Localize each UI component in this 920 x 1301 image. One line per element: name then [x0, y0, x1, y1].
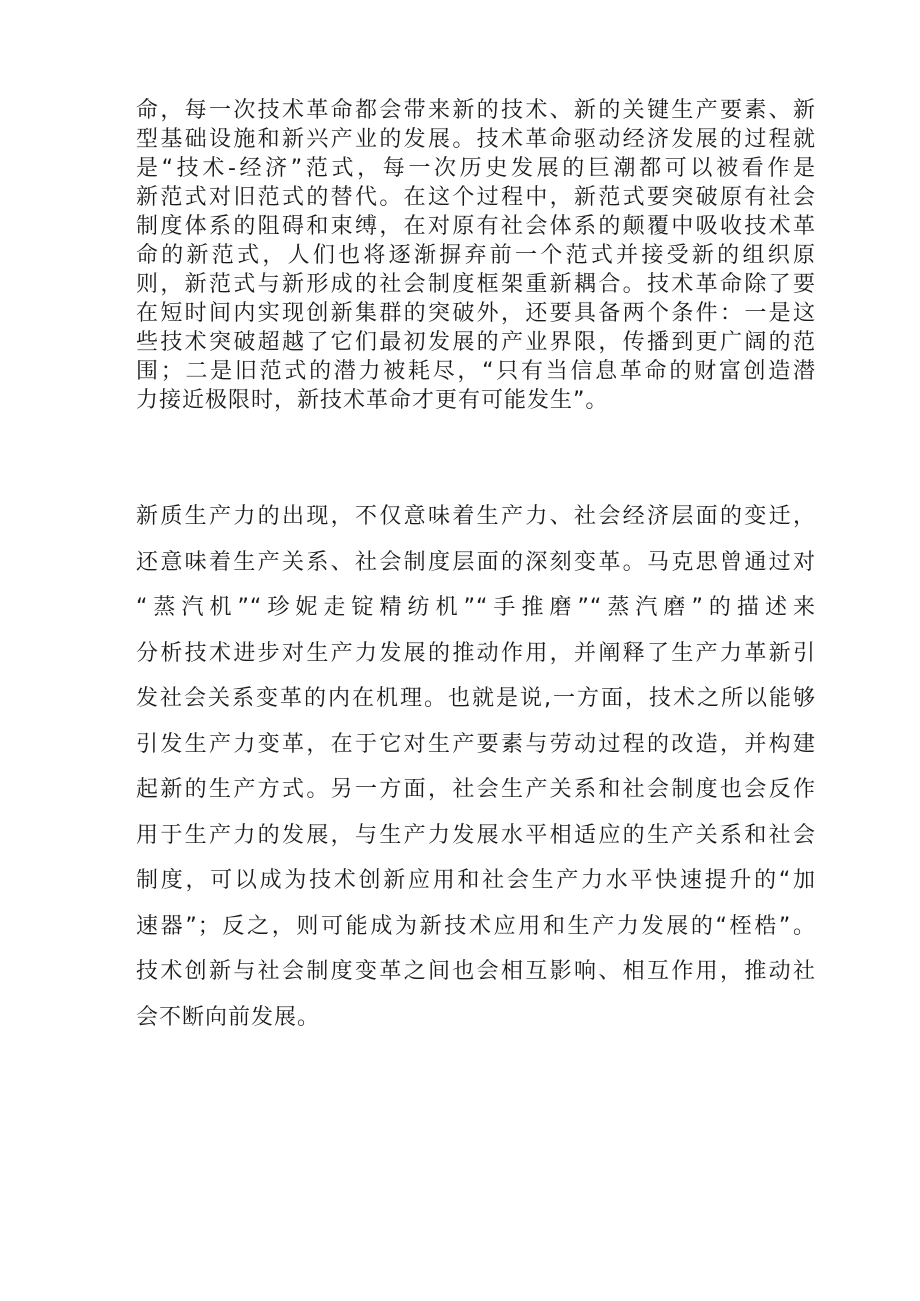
text-line: 技术创新与社会制度变革之间也会相互影响、相互作用，推动社 — [136, 959, 816, 984]
text-line: 型基础设施和新兴产业的发展。技术革命驱动经济发展的过程就 — [136, 127, 816, 152]
text-line: 命，每一次技术革命都会带来新的技术、新的关键生产要素、新 — [136, 98, 816, 123]
text-line: 发社会关系变革的内在机理。也就是说,一方面，技术之所以能够 — [136, 686, 816, 711]
text-line: 则，新范式与新形成的社会制度框架重新耦合。技术革命除了要 — [136, 272, 816, 297]
text-line: 围；二是旧范式的潜力被耗尽，“只有当信息革命的财富创造潜 — [136, 359, 816, 384]
text-line: 速器”；反之，则可能成为新技术应用和生产力发展的“桎梏”。 — [136, 913, 816, 939]
text-line: 是“技术-经济”范式，每一次历史发展的巨潮都可以被看作是 — [136, 156, 816, 181]
text-line: “蒸汽机”“珍妮走锭精纺机”“手推磨”“蒸汽磨”的描述来 — [136, 595, 816, 620]
text-line: 新范式对旧范式的替代。在这个过程中，新范式要突破原有社会 — [136, 185, 816, 210]
text-line: 引发生产力变革，在于它对生产要素与劳动过程的改造，并构建 — [136, 731, 816, 757]
text-line: 力接近极限时，新技术革命才更有可能发生”。 — [136, 388, 609, 413]
text-line: 制度，可以成为技术创新应用和社会生产力水平快速提升的“加 — [136, 868, 816, 893]
text-line: 制度体系的阻碍和束缚，在对原有社会体系的颠覆中吸收技术革 — [136, 214, 816, 239]
text-line: 起新的生产方式。另一方面，社会生产关系和社会制度也会反作 — [136, 777, 816, 802]
text-line: 新质生产力的出现，不仅意味着生产力、社会经济层面的变迁， — [136, 504, 816, 529]
text-line: 还意味着生产关系、社会制度层面的深刻变革。马克思曾通过对 — [136, 549, 816, 575]
text-line: 分析技术进步对生产力发展的推动作用，并阐释了生产力革新引 — [136, 640, 816, 666]
paragraph-1 — [136, 96, 816, 415]
text-line: 会不断向前发展。 — [136, 1004, 321, 1030]
text-line: 命的新范式，人们也将逐渐摒弃前一个范式并接受新的组织原 — [136, 243, 816, 268]
paragraph-2 — [136, 494, 816, 1040]
text-line: 用于生产力的发展，与生产力发展水平相适应的生产关系和社会 — [136, 822, 816, 848]
text-line: 在短时间内实现创新集群的突破外，还要具备两个条件：一是这 — [136, 301, 816, 326]
text-line: 些技术突破超越了它们最初发展的产业界限，传播到更广阔的范 — [136, 330, 816, 355]
